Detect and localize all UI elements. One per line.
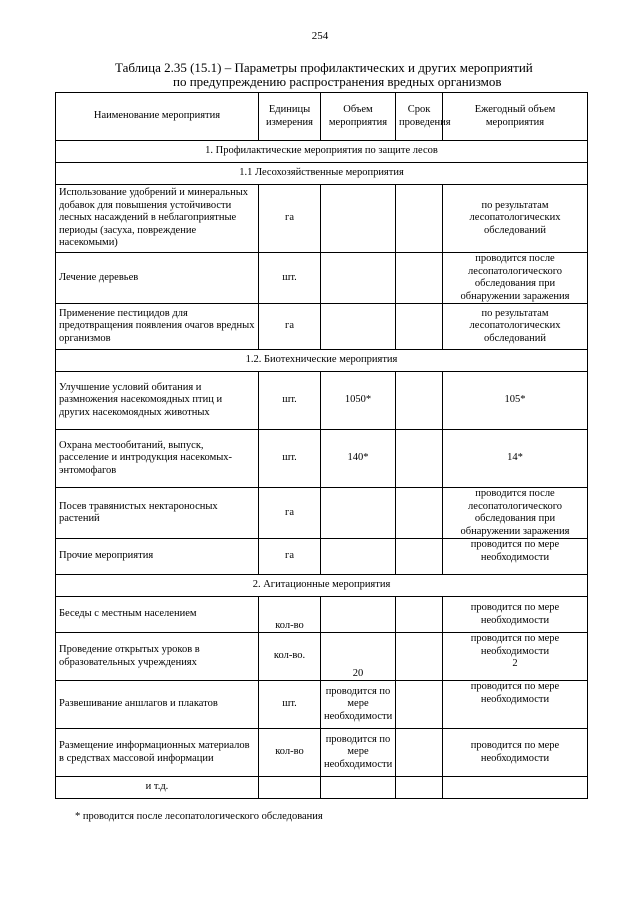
cell-unit: шт. <box>259 253 321 304</box>
cell-etc: и т.д. <box>56 777 259 799</box>
subsection-title: 1.1 Лесохозяйственные мероприятия <box>56 163 588 185</box>
cell-term <box>396 539 443 575</box>
cell-name: Прочие мероприятия <box>56 539 259 575</box>
cell-term <box>396 729 443 777</box>
cell-name: Посев травянистых нектароносных растений <box>56 488 259 539</box>
cell-unit: га <box>259 185 321 253</box>
cell-term <box>396 372 443 430</box>
cell-term <box>396 430 443 488</box>
cell-name: Развешивание аншлагов и плакатов <box>56 681 259 729</box>
footnote: * проводится после лесопатологического обследования <box>75 811 323 822</box>
cell-unit: шт. <box>259 372 321 430</box>
table-row <box>56 488 588 539</box>
cell-volume: проводится по мере необходимости <box>321 681 396 729</box>
cell-name: Беседы с местным населением <box>56 597 259 633</box>
cell-name: Охрана местообитаний, выпуск, расселение и интродукция насекомых-энтомофагов <box>56 430 259 488</box>
table-row <box>56 185 588 253</box>
cell-annual: по результатам лесопатологических обследований <box>443 185 588 253</box>
cell-volume <box>321 253 396 304</box>
header-row <box>56 93 588 141</box>
section-row <box>56 163 588 185</box>
table-row <box>56 681 588 729</box>
table-row <box>56 633 588 681</box>
cell-unit: шт. <box>259 430 321 488</box>
cell-annual: проводится после лесопатологического обследования при обнаружении заражения <box>443 253 588 304</box>
cell-unit: кол-во <box>259 597 321 633</box>
header-annual: Ежегодный объем мероприятия <box>443 93 588 141</box>
cell-annual-extra: 2 <box>512 658 518 669</box>
cell-name: Лечение деревьев <box>56 253 259 304</box>
cell-term <box>396 633 443 681</box>
cell-annual: 105* <box>443 372 588 430</box>
header-name: Наименование мероприятия <box>56 93 259 141</box>
cell-term <box>396 304 443 350</box>
cell-volume <box>321 539 396 575</box>
cell-annual: проводится по мере необходимости <box>443 729 588 777</box>
cell-term <box>396 185 443 253</box>
cell-term <box>396 488 443 539</box>
header-term: Срок проведения <box>396 93 443 141</box>
cell-annual: проводится по мере необходимости <box>443 539 588 575</box>
cell-name: Применение пестицидов для предотвращения появления очагов вредных организмов <box>56 304 259 350</box>
cell-annual: проводится по мере необходимости <box>443 597 588 633</box>
cell-unit: шт. <box>259 681 321 729</box>
cell-name: Размещение информационных материалов в средствах массовой информации <box>56 729 259 777</box>
header-volume: Объем мероприятия <box>321 93 396 141</box>
table-row <box>56 597 588 633</box>
cell-volume: 140* <box>321 430 396 488</box>
cell-volume: 20 <box>321 633 396 681</box>
section-row <box>56 575 588 597</box>
table-row <box>56 372 588 430</box>
cell-volume <box>321 185 396 253</box>
cell-name: Улучшение условий обитания и размножения насекомоядных птиц и других насекомоядных животных <box>56 372 259 430</box>
cell-annual: проводится после лесопатологического обследования при обнаружении заражения <box>443 488 588 539</box>
subsection-title: 1.2. Биотехнические мероприятия <box>56 350 588 372</box>
cell-name: Проведение открытых уроков в образовательных учреждениях <box>56 633 259 681</box>
cell-unit: га <box>259 488 321 539</box>
cell-empty <box>259 777 321 799</box>
table-row <box>56 729 588 777</box>
table-row <box>56 253 588 304</box>
cell-unit: га <box>259 304 321 350</box>
cell-annual <box>443 633 588 681</box>
cell-volume: 1050* <box>321 372 396 430</box>
cell-annual-text: проводится по мере необходимости <box>470 633 560 657</box>
page-number: 254 <box>311 30 329 42</box>
cell-empty <box>321 777 396 799</box>
cell-term <box>396 681 443 729</box>
cell-name: Использование удобрений и минеральных добавок для повышения устойчивости лесных насаждений в неблагоприятные периоды (засуха, повреждение насекомыми) <box>56 185 259 253</box>
cell-term <box>396 253 443 304</box>
cell-unit: га <box>259 539 321 575</box>
section-title: 1. Профилактические мероприятия по защите лесов <box>56 141 588 163</box>
cell-volume <box>321 597 396 633</box>
section-row <box>56 350 588 372</box>
caption-line-1: Таблица 2.35 (15.1) – Параметры профилактических и других мероприятий <box>115 60 533 75</box>
cell-annual: проводится по мере необходимости <box>443 681 588 729</box>
header-unit: Единицы измерения <box>259 93 321 141</box>
cell-unit: кол-во. <box>259 633 321 681</box>
cell-empty <box>396 777 443 799</box>
section-title: 2. Агитационные мероприятия <box>56 575 588 597</box>
cell-unit: кол-во <box>259 729 321 777</box>
table-row <box>56 777 588 799</box>
cell-annual: по результатам лесопатологических обследований <box>443 304 588 350</box>
cell-volume: проводится по мере необходимости <box>321 729 396 777</box>
section-row <box>56 141 588 163</box>
table-row <box>56 304 588 350</box>
table-row <box>56 539 588 575</box>
table-caption <box>0 61 640 89</box>
cell-empty <box>443 777 588 799</box>
measures-table <box>55 92 588 799</box>
cell-volume <box>321 488 396 539</box>
cell-annual: 14* <box>443 430 588 488</box>
cell-volume <box>321 304 396 350</box>
table-row <box>56 430 588 488</box>
cell-term <box>396 597 443 633</box>
caption-line-2: по предупреждению распространения вредных организмов <box>173 74 502 89</box>
